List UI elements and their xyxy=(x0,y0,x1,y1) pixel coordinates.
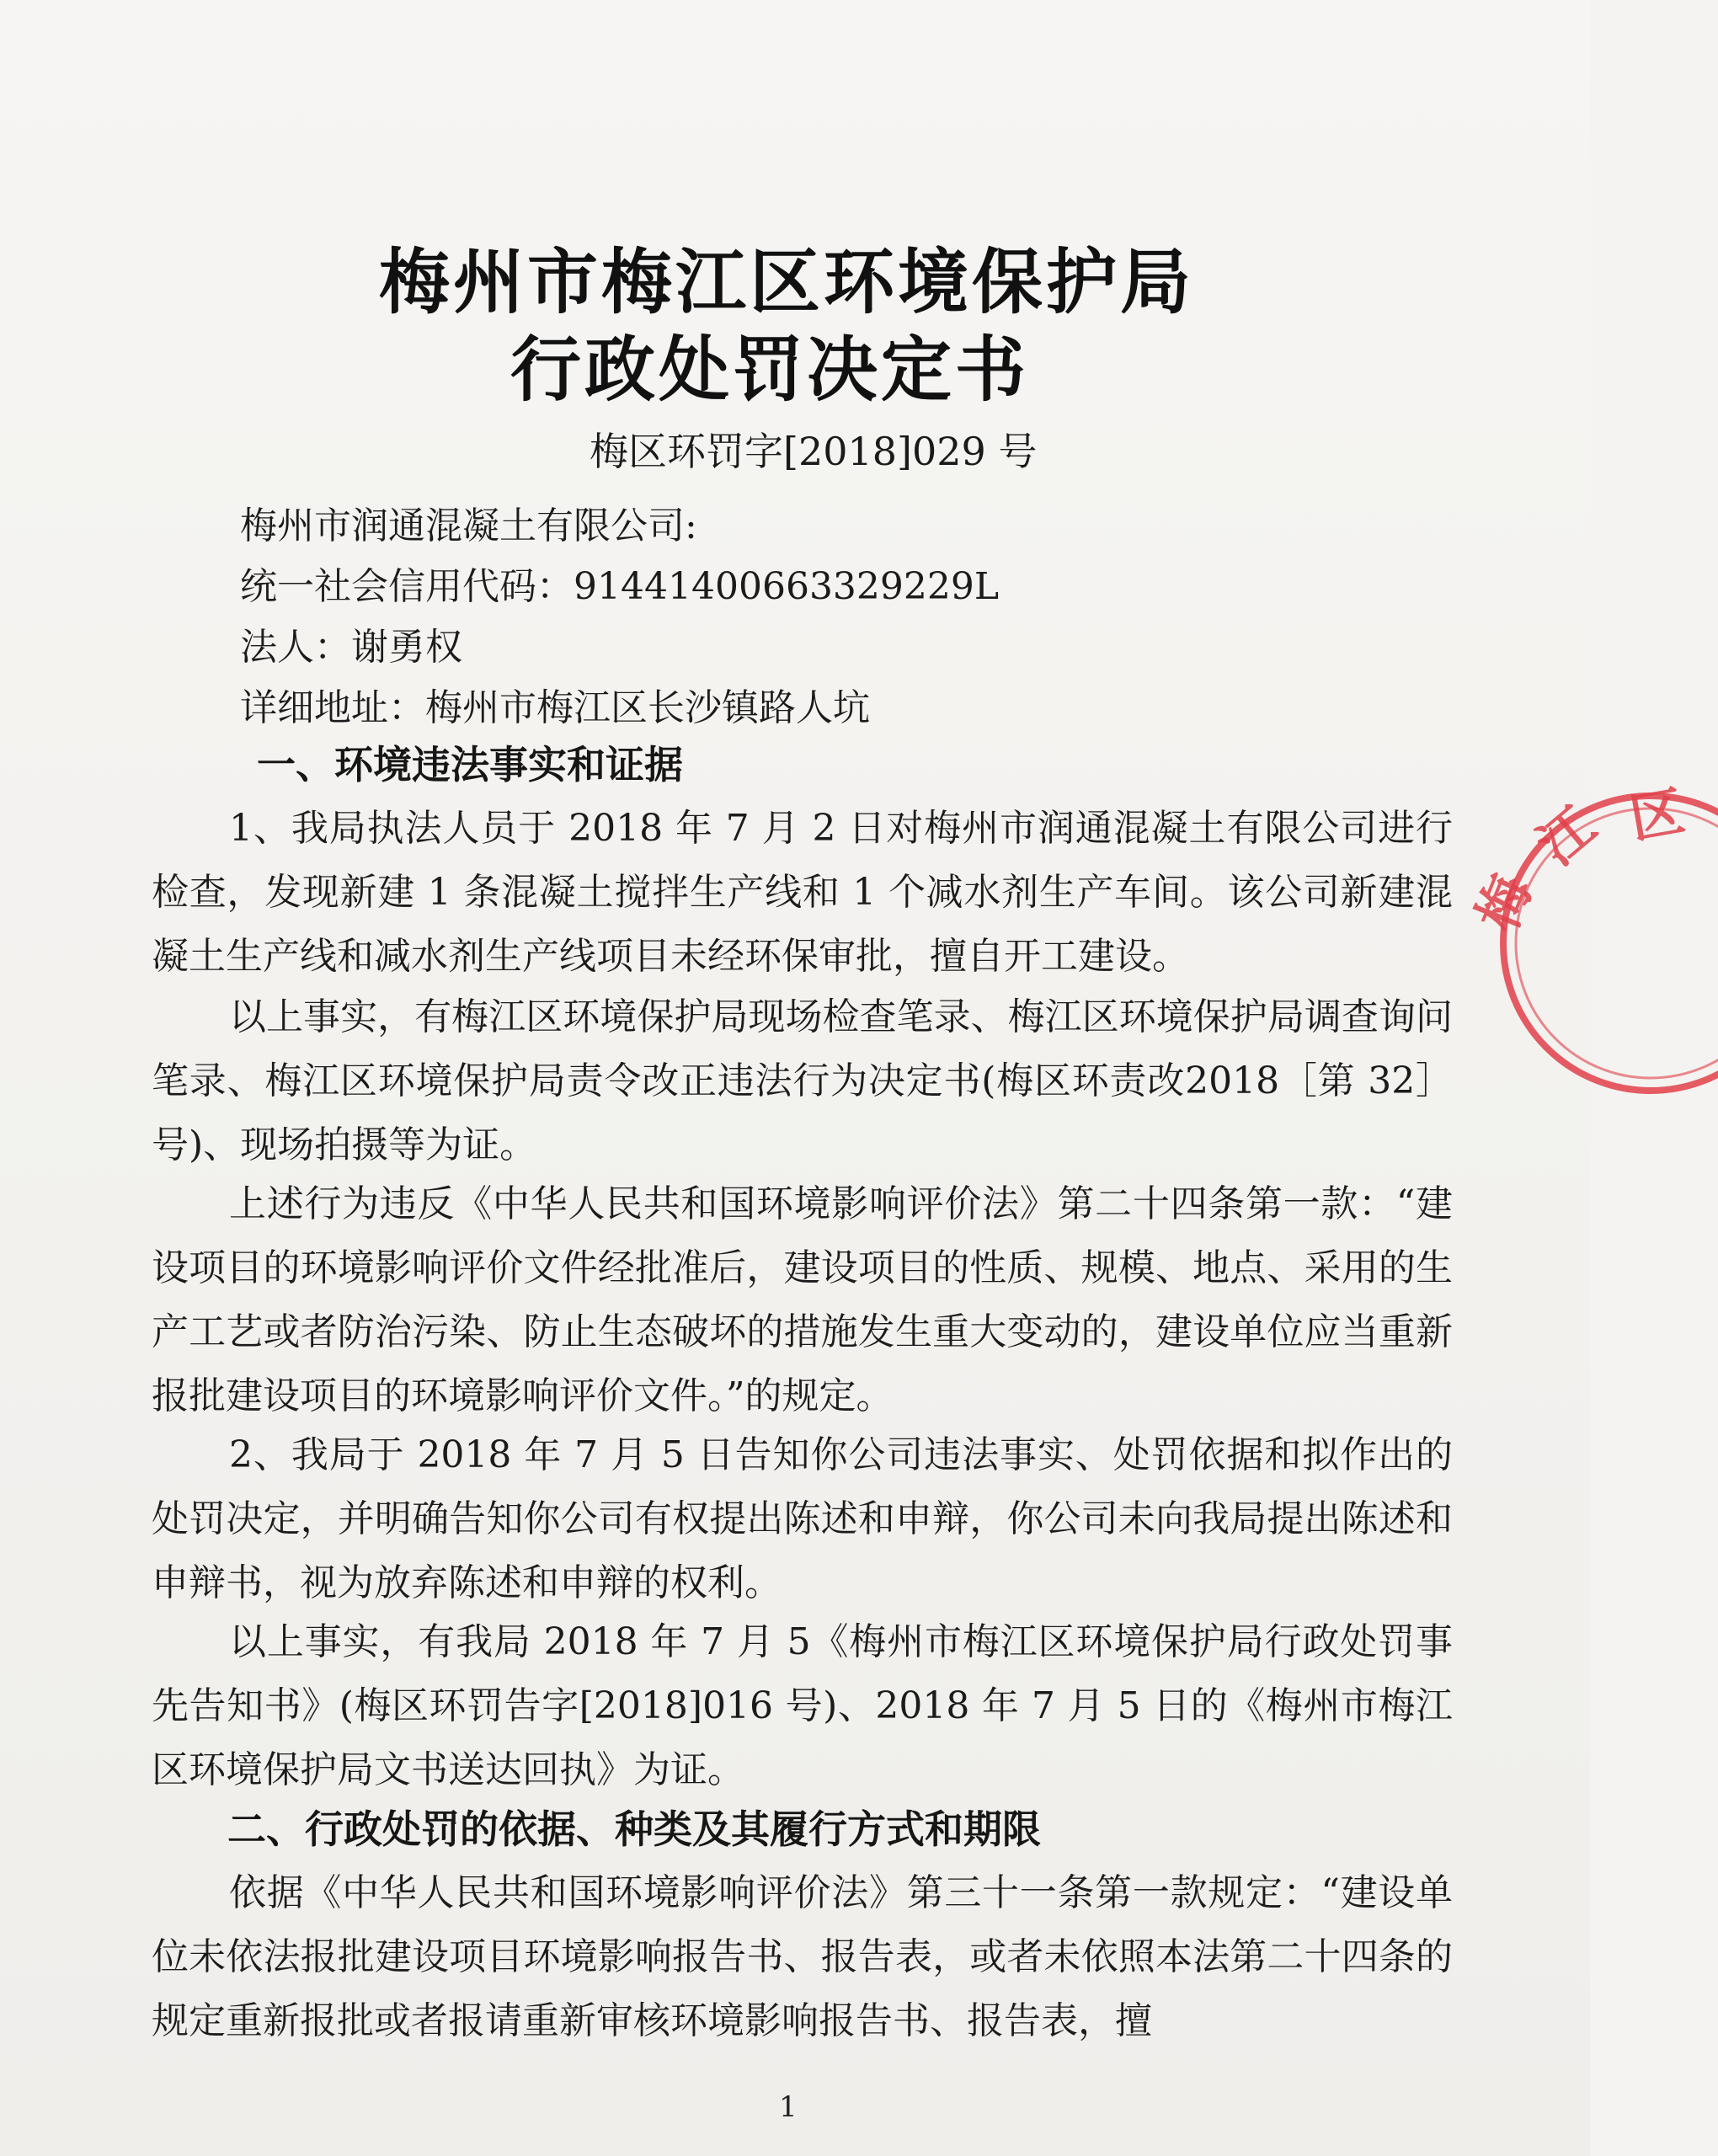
section1-paragraph-2: 以上事实，有梅江区环境保护局现场检查笔录、梅江区环境保护局调查询问笔录、梅江区环境保护局责令改正违法行为决定书(梅区环责改2018［第 32］号)、现场拍摄等为证。 xyxy=(152,995,1453,1166)
document-title-line2: 行政处罚决定书 xyxy=(510,328,1029,411)
svg-text:江: 江 xyxy=(1526,795,1609,878)
svg-text:梅: 梅 xyxy=(1466,866,1545,940)
section1-paragraph-4: 2、我局于 2018 年 7 月 5 日告知你公司违法事实、处罚依据和拟作出的处罚决定，并明确告知你公司有权提出陈述和申辩，你公司未向我局提出陈述和申辩书，视为放弃陈述和申辩的权利。 xyxy=(152,1433,1453,1604)
document-number: 梅区环罚字[2018]029 号 xyxy=(590,429,1038,474)
red-seal-stamp xyxy=(1465,780,1718,1095)
recipient-company: 梅州市润通混凝土有限公司: xyxy=(240,504,697,547)
recipient-credit-code: 统一社会信用代码：91441400663329229L xyxy=(240,565,1000,608)
section2-paragraph-1: 依据《中华人民共和国环境影响评价法》第三十一条第一款规定：“建设单位未依法报批建设项目环境影响报告书、报告表，或者未依照本法第二十四条的规定重新报批或者报请重新审核环境影响报告书、报告表，擅 xyxy=(152,1871,1453,2042)
recipient-address: 详细地址：梅州市梅江区长沙镇路人坑 xyxy=(240,686,870,729)
section1-paragraph-1: 1、我局执法人员于 2018 年 7 月 2 日对梅州市润通混凝土有限公司进行检查，发现新建 1 条混凝土搅拌生产线和 1 个减水剂生产车间。该公司新建混凝土生产线和减水剂生产线项目未经环保审批，擅自开工建设。 xyxy=(152,807,1453,978)
recipient-legal-person: 法人：谢勇权 xyxy=(240,626,462,669)
section1-heading: 一、环境违法事实和证据 xyxy=(257,742,683,787)
document-title-line1: 梅州市梅江区环境保护局 xyxy=(378,241,1194,323)
section2-heading: 二、行政处罚的依据、种类及其履行方式和期限 xyxy=(227,1806,1041,1852)
section1-paragraph-3: 上述行为违反《中华人民共和国环境影响评价法》第二十四条第一款：“建设项目的环境影响评价文件经批准后，建设项目的性质、规模、地点、采用的生产工艺或者防治污染、防止生态破坏的措施发生重大变动的，建设单位应当重新报批建设项目的环境影响评价文件。”的规定。 xyxy=(152,1182,1453,1417)
section1-paragraph-5: 以上事实，有我局 2018 年 7 月 5《梅州市梅江区环境保护局行政处罚事先告知书》(梅区环罚告字[2018]016 号)、2018 年 7 月 5 日的《梅州市梅江区环境保护局文书送达回执》为证。 xyxy=(152,1620,1453,1791)
svg-text:区: 区 xyxy=(1625,780,1689,851)
page-number: 1 xyxy=(779,2090,798,2124)
